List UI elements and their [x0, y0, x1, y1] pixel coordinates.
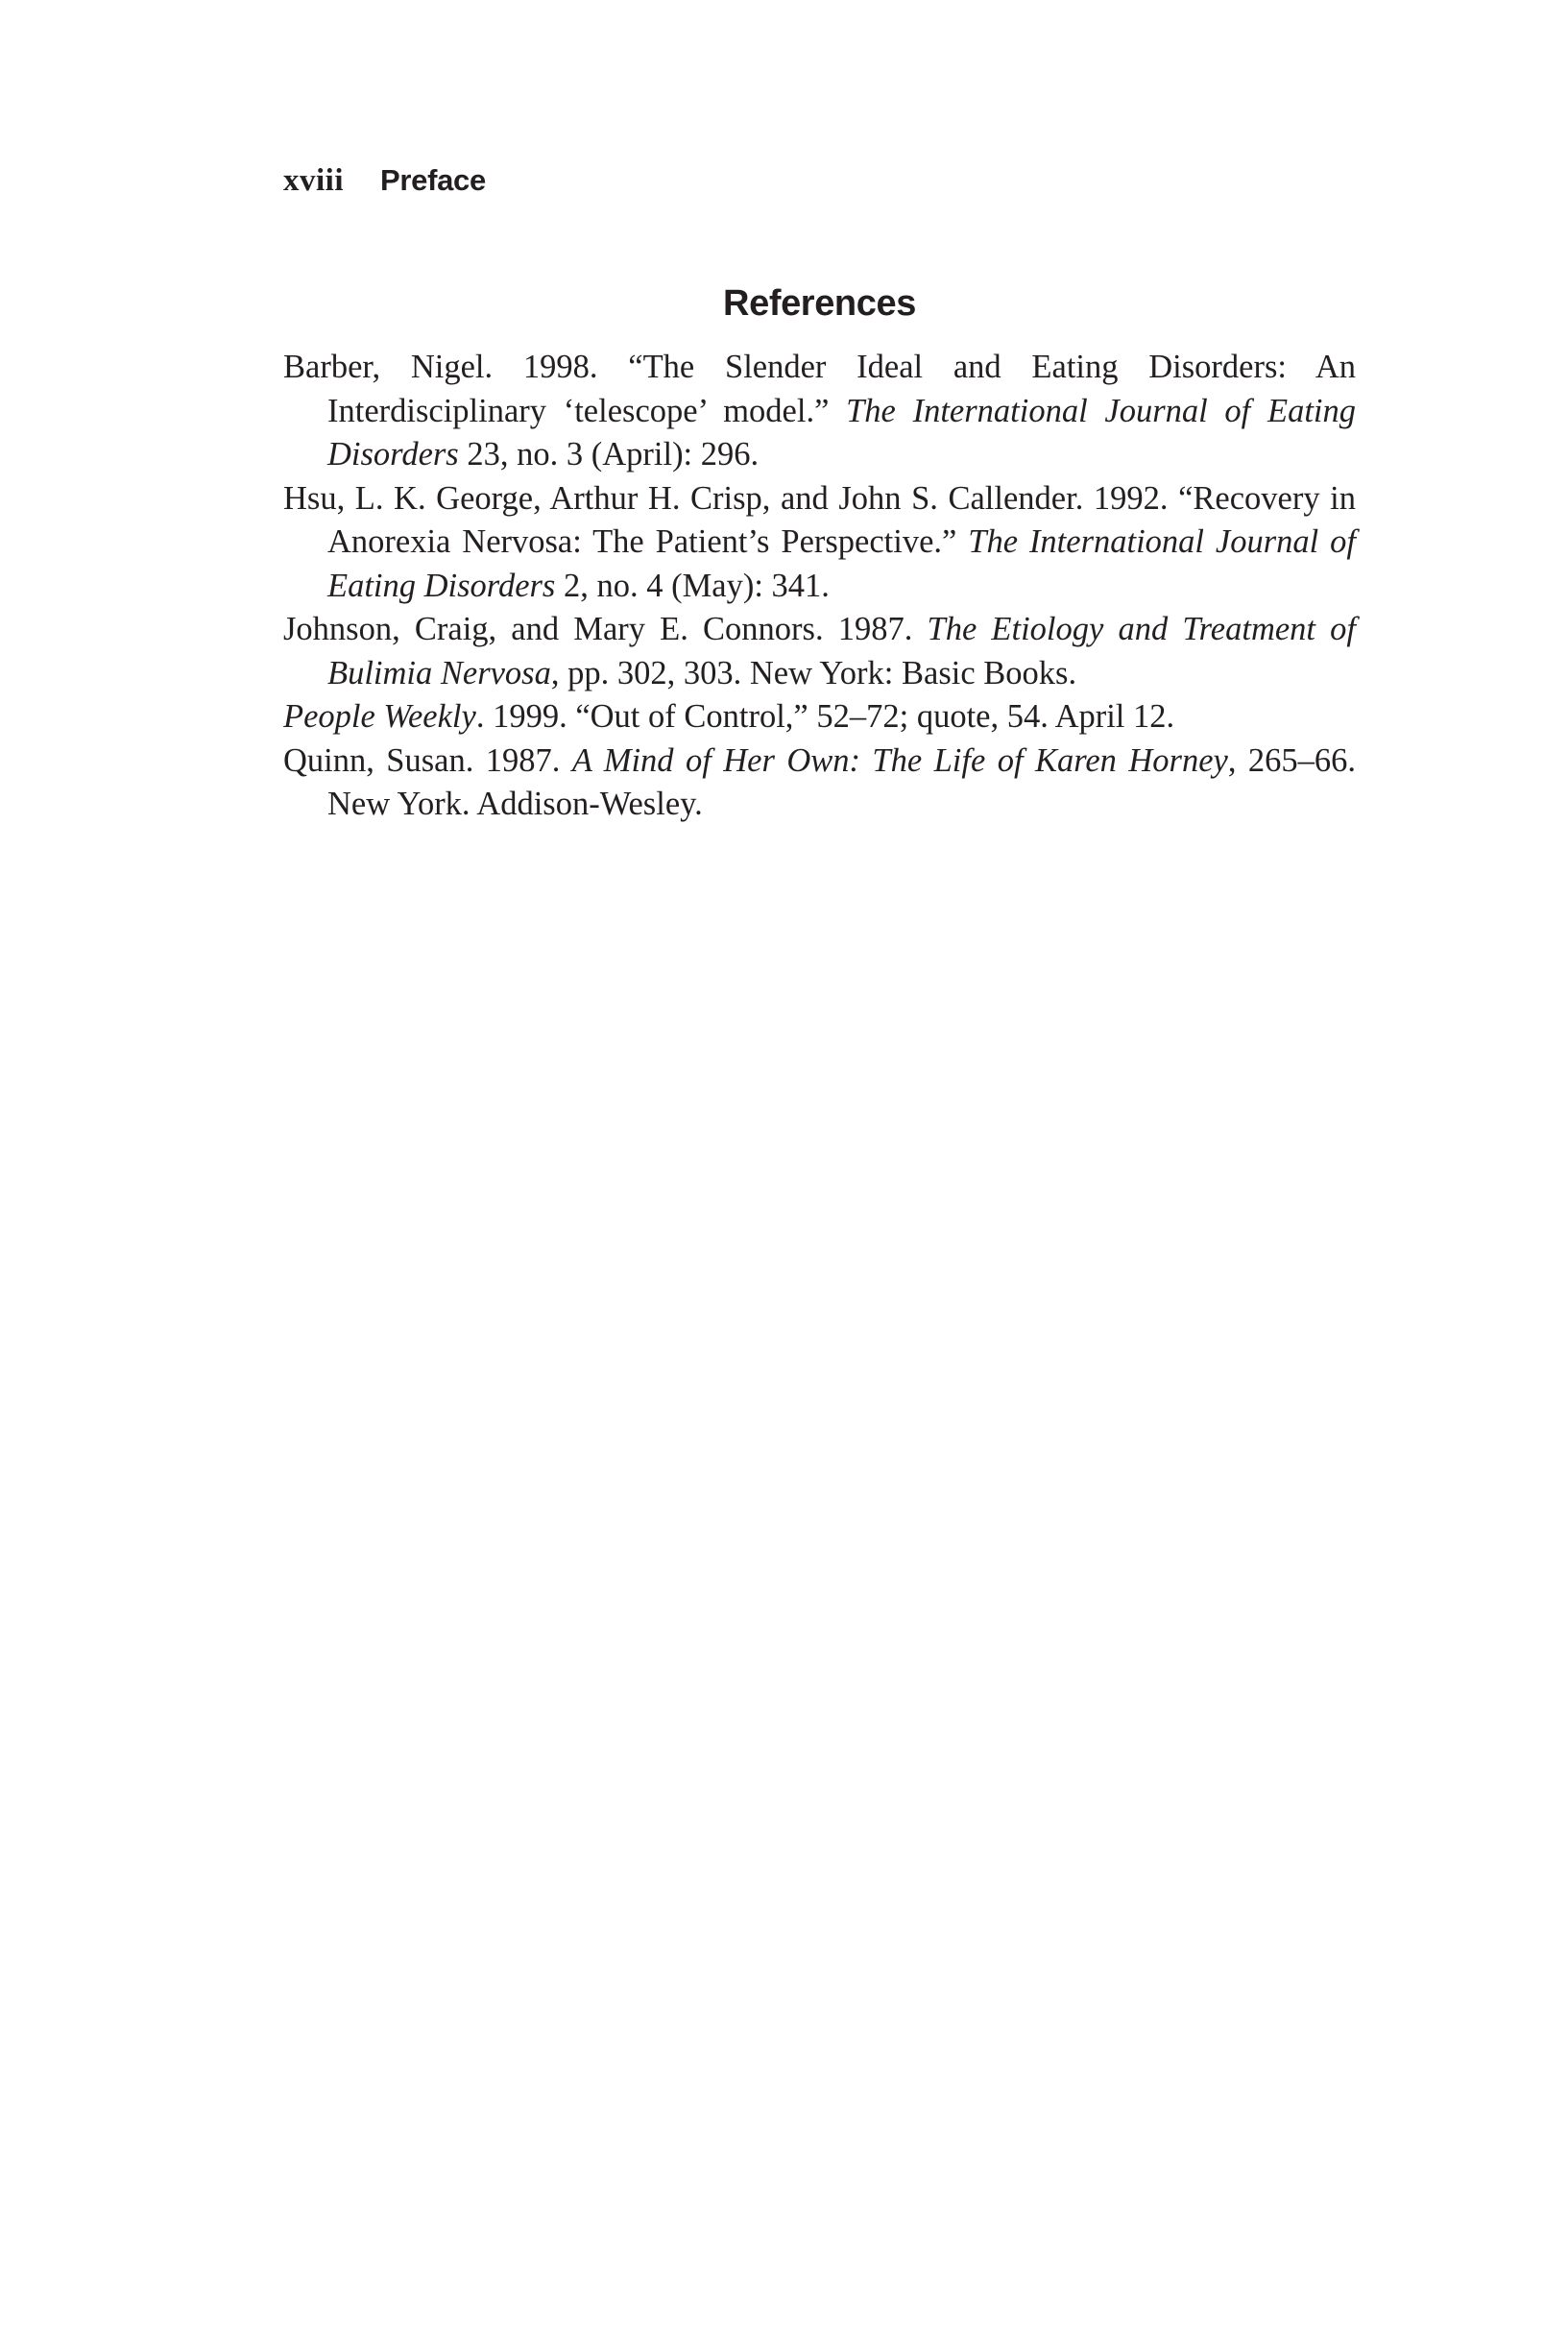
reference-barber	[283, 346, 1356, 477]
reference-details: , pp. 302, 303. New York: Basic Books.	[550, 654, 1077, 691]
reference-year: 1998.	[522, 349, 598, 385]
reference-year: 1992.	[1093, 479, 1169, 517]
reference-people-weekly	[283, 695, 1356, 740]
page-number: xviii	[283, 163, 345, 198]
reference-details: “Out of Control,” 52–72; quote, 54. April 12.	[575, 698, 1175, 735]
reference-book-title: A Mind of Her Own: The Life of Karen Horney	[571, 741, 1228, 779]
reference-year: . 1999.	[475, 698, 567, 735]
reference-book-title: The Etiology and Treatment of Bulimia Nervosa	[327, 611, 1357, 691]
reference-magazine: People Weekly	[283, 698, 476, 735]
reference-year: 1987.	[485, 741, 561, 779]
running-title: Preface	[380, 163, 486, 197]
reference-johnson	[283, 608, 1356, 695]
reference-article-title: “Recovery in Anorexia Nervosa: The Patient’s Perspective.”	[327, 479, 1357, 560]
reference-author: Johnson, Craig, and Mary E. Connors.	[283, 611, 824, 647]
reference-year: 1987.	[837, 611, 913, 647]
reference-article-title: “The Slender Ideal and Eating Disorders: An Interdisciplinary ‘telescope’ model.”	[327, 349, 1356, 429]
running-head	[283, 163, 486, 206]
reference-journal: The International Journal of Eating Disorders	[327, 523, 1356, 604]
reference-details: 23, no. 3 (April): 296.	[467, 436, 760, 473]
reference-list	[283, 346, 1356, 827]
reference-author: Quinn, Susan.	[283, 741, 474, 779]
reference-quinn	[283, 740, 1356, 827]
reference-details: 2, no. 4 (May): 341.	[563, 567, 830, 604]
reference-journal: The International Journal of Eating Disorders	[327, 392, 1356, 473]
section-heading: References	[723, 283, 916, 324]
reference-author: Hsu, L. K. George, Arthur H. Crisp, and John S. Callender.	[283, 479, 1084, 517]
reference-details: , 265–66. New York. Addison-Wesley.	[327, 741, 1357, 822]
reference-author: Barber, Nigel.	[283, 349, 494, 385]
reference-hsu	[283, 477, 1356, 609]
